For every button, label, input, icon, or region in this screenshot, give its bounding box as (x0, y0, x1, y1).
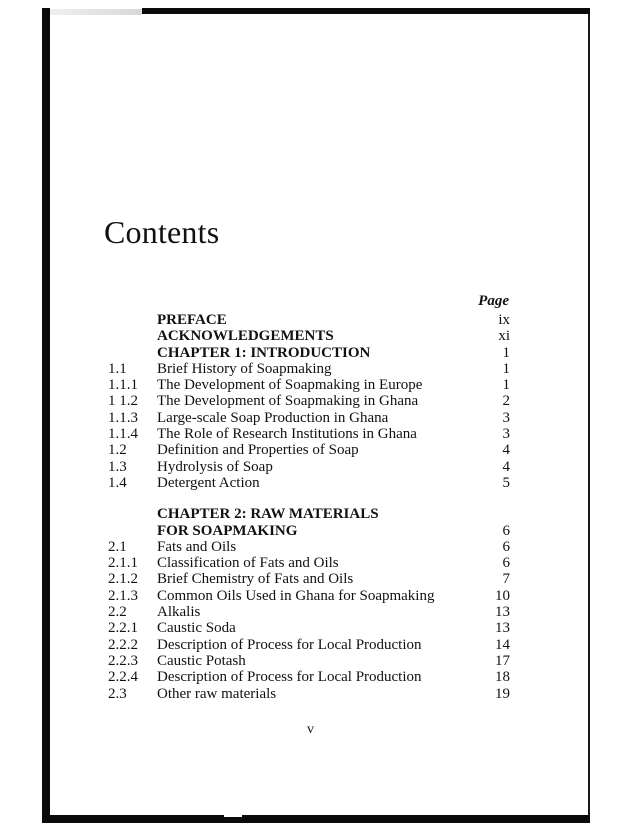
toc-entry-label: Brief Chemistry of Fats and Oils (157, 571, 354, 588)
toc-entry-number: 1 1.2 (108, 393, 138, 410)
toc-entry-label: Detergent Action (157, 474, 260, 491)
toc-row (108, 669, 510, 685)
toc-row (108, 377, 510, 393)
toc-entry-label: Brief History of Soapmaking (157, 360, 332, 377)
toc-entry-number: 2.1.3 (108, 587, 138, 604)
toc-entry-page: 1 (502, 360, 510, 377)
toc-entry-label: The Development of Soapmaking in Europe (157, 377, 423, 394)
page-column-header: Page (478, 293, 509, 309)
toc-entry-label: FOR SOAPMAKING (157, 522, 298, 539)
toc-row (108, 588, 510, 604)
toc-entry-number: 1.4 (108, 474, 127, 491)
toc-entry-page: 5 (502, 474, 510, 491)
toc-row (108, 539, 510, 555)
toc-entry-label: Large-scale Soap Production in Ghana (157, 409, 389, 426)
toc-entry-label: Description of Process for Local Production (157, 669, 422, 686)
toc-entry-number: 2.2.1 (108, 620, 138, 637)
toc-entry-number: 2.2 (108, 604, 127, 621)
toc-entry-label: Definition and Properties of Soap (157, 442, 359, 459)
toc-entry-label: Alkalis (157, 604, 201, 621)
toc-entry-page: 3 (502, 426, 510, 443)
toc-entry-page: 7 (502, 571, 510, 588)
toc-entry-page: 19 (495, 685, 510, 702)
toc-entry-number: 2.1.2 (108, 571, 138, 588)
toc-entry-label: Description of Process for Local Production (157, 636, 422, 653)
toc-entry-page: 1 (502, 377, 510, 394)
left-border (42, 8, 50, 823)
toc-row (108, 653, 510, 669)
toc-section-front (108, 312, 510, 491)
toc-entry-number: 2.1.1 (108, 555, 138, 572)
toc-entry-page: 4 (502, 458, 510, 475)
toc-entry-label: CHAPTER 1: INTRODUCTION (157, 344, 371, 361)
toc-row (108, 571, 510, 587)
toc-entry-label: Caustic Potash (157, 652, 246, 669)
toc-entry-label: Fats and Oils (157, 538, 237, 555)
toc-row (108, 686, 510, 702)
toc-entry-page: xi (498, 328, 510, 345)
toc-entry-label: The Role of Research Institutions in Ghana (157, 426, 417, 443)
toc-section-chapter2 (108, 523, 510, 702)
toc-entry-page: 17 (495, 652, 510, 669)
top-border (142, 8, 590, 14)
bottom-border (42, 815, 590, 823)
toc-row (108, 442, 510, 458)
toc-entry-number: 1.2 (108, 442, 127, 459)
section-gap (108, 491, 510, 506)
toc-row (108, 555, 510, 571)
toc-entry-number: 2.3 (108, 685, 127, 702)
toc-entry-label: Caustic Soda (157, 620, 236, 637)
toc-row (108, 345, 510, 361)
toc-row (108, 328, 510, 344)
toc-row (108, 426, 510, 442)
toc-entry-page: 3 (502, 409, 510, 426)
toc-entry-label: PREFACE (157, 312, 227, 328)
toc-entry-page: 6 (502, 538, 510, 555)
toc-entry-number: 2.2.4 (108, 669, 138, 686)
toc-row (108, 604, 510, 620)
toc-entry-number: 1.1 (108, 360, 127, 377)
toc-entry-label: Hydrolysis of Soap (157, 458, 273, 475)
toc-entry-number: 1.1.3 (108, 409, 138, 426)
toc-entry-number: 2.1 (108, 538, 127, 555)
toc-entry-page: 2 (502, 393, 510, 410)
toc-entry-page: 18 (495, 669, 510, 686)
toc-entry-number: 2.2.3 (108, 652, 138, 669)
toc-row (108, 312, 510, 328)
toc-entry-number: 1.1.1 (108, 377, 138, 394)
toc-entry-label: ACKNOWLEDGEMENTS (157, 328, 334, 345)
toc-row (108, 620, 510, 636)
page-folio: v (307, 722, 314, 737)
table-of-contents (108, 312, 510, 702)
toc-entry-page: 14 (495, 636, 510, 653)
toc-row (108, 410, 510, 426)
toc-entry-number: 2.2.2 (108, 636, 138, 653)
toc-entry-page: 1 (502, 344, 510, 361)
toc-entry-label: The Development of Soapmaking in Ghana (157, 393, 419, 410)
toc-row (108, 393, 510, 409)
top-border-faint (46, 9, 142, 15)
toc-entry-number: 1.3 (108, 458, 127, 475)
toc-row-chapter2-heading (108, 506, 510, 522)
toc-row (108, 523, 510, 539)
toc-entry-label: Classification of Fats and Oils (157, 555, 339, 572)
toc-row (108, 459, 510, 475)
toc-entry-page: 13 (495, 604, 510, 621)
toc-entry-page: 6 (502, 555, 510, 572)
toc-entry-label: CHAPTER 2: RAW MATERIALS (157, 506, 379, 523)
toc-entry-page: 6 (502, 522, 510, 539)
toc-entry-label: Common Oils Used in Ghana for Soapmaking (157, 587, 435, 604)
toc-entry-page: ix (498, 312, 510, 328)
toc-entry-page: 13 (495, 620, 510, 637)
scan-speck (224, 814, 242, 817)
toc-entry-number: 1.1.4 (108, 426, 138, 443)
toc-row (108, 361, 510, 377)
toc-entry-label: Other raw materials (157, 685, 277, 702)
page-title: Contents (104, 214, 220, 250)
toc-row (108, 475, 510, 491)
toc-entry-page: 4 (502, 442, 510, 459)
right-border (588, 14, 590, 823)
toc-row (108, 637, 510, 653)
toc-entry-page: 10 (495, 587, 510, 604)
